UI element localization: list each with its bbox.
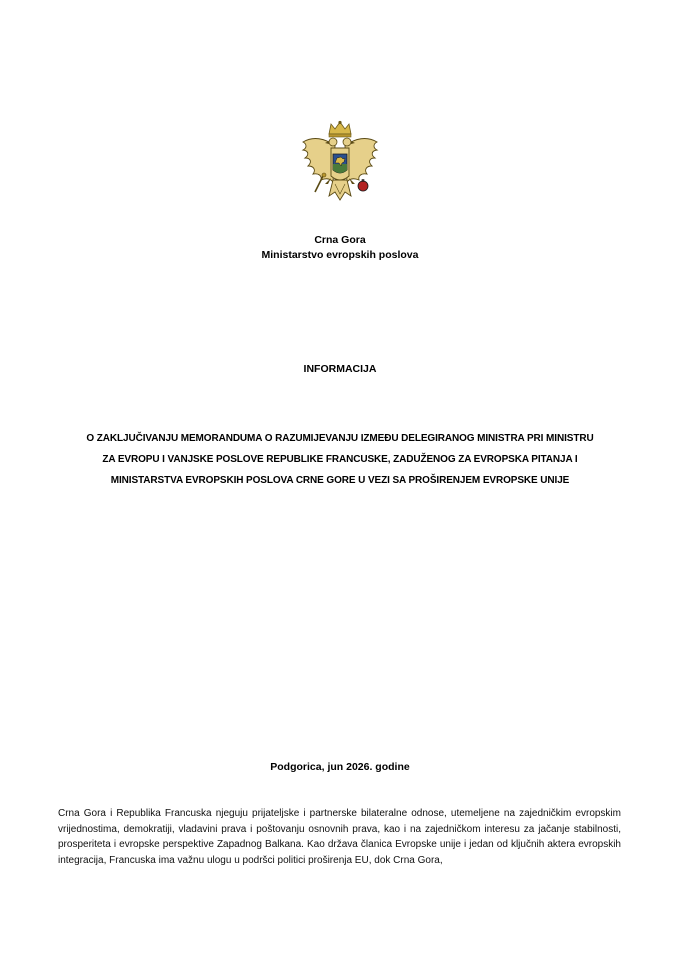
document-title-line: O ZAKLJUČIVANJU MEMORANDUMA O RAZUMIJEVANJU IZMEĐU DELEGIRANOG MINISTRA PRI MINISTRU xyxy=(86,433,594,444)
ministry-name: Ministarstvo evropskih poslova xyxy=(261,249,419,261)
document-title-line: MINISTARSTVA EVROPSKIH POSLOVA CRNE GORE U VEZI SA PROŠIRENJEM EVROPSKE UNIJE xyxy=(110,475,570,486)
body-paragraph: Crna Gora i Republika Francuska njeguju prijateljske i partnerske bilateralne odnose, utemeljene na zajedničkim evropskim vrijednostima, demokratiji, vladavini prava i poštovanju osnovnih prava, kao i na zajedničkom interesu za jačanje stabilnosti, prosperiteta i evropske perspektive Zapadnog Balkana. Kao država članica Evropske unije i jedan od ključnih aktera evropskih integracija, Francuska ima važnu ulogu u podršci politici proširenja EU, dok Crna Gora, xyxy=(58,808,621,866)
document-type-heading: INFORMACIJA xyxy=(303,363,377,375)
document-title xyxy=(44,428,636,491)
montenegro-coat-of-arms-icon xyxy=(295,120,385,216)
document-title-line: ZA EVROPU I VANJSKE POSLOVE REPUBLIKE FRANCUSKE, ZADUŽENOG ZA EVROPSKA PITANJA I xyxy=(102,454,578,465)
place-and-date: Podgorica, jun 2026. godine xyxy=(270,761,410,773)
country-name: Crna Gora xyxy=(314,234,366,246)
